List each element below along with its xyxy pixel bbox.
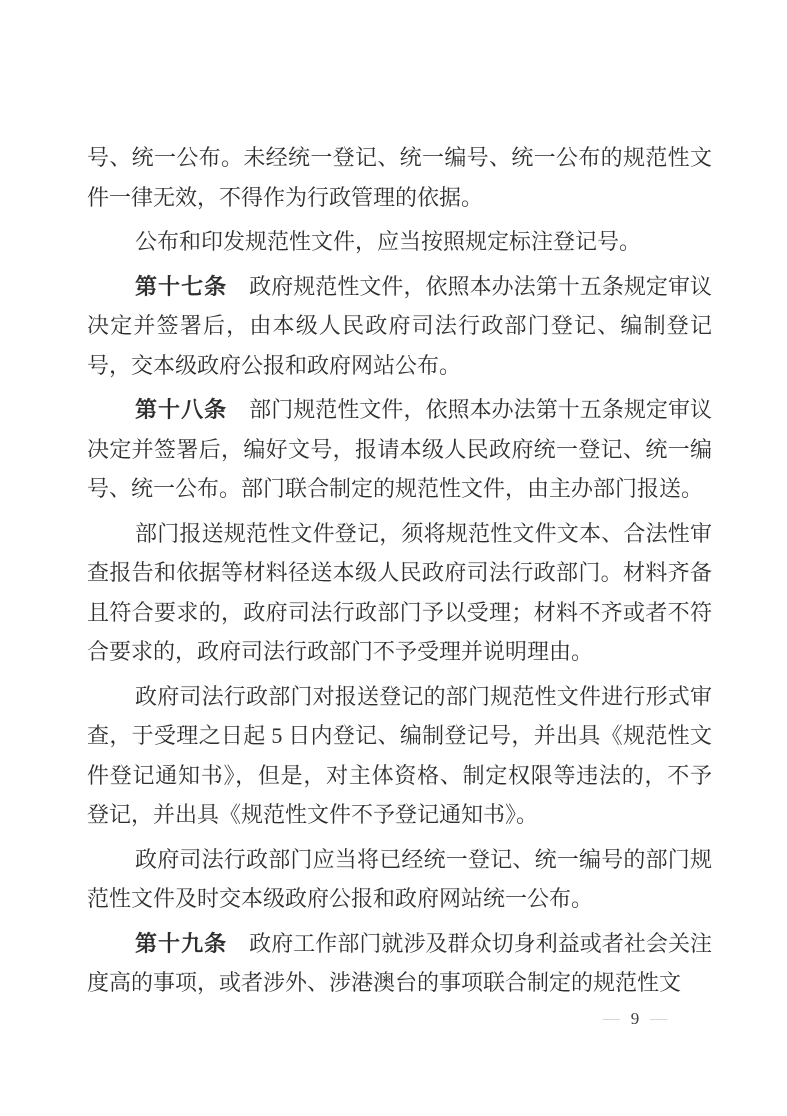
page-footer: [589, 1006, 681, 1030]
paragraph: 第十八条 部门规范性文件，依照本办法第十五条规定审议决定并签署后，编好文号，报请本级人民政府统一登记、统一编号、统一公布。部门联合制定的规范性文件，由主办部门报送。: [87, 397, 712, 501]
paragraph: 第十七条 政府规范性文件，依照本办法第十五条规定审议决定并签署后，由本级人民政府司法行政部门登记、编制登记号，交本级政府公报和政府网站公布。: [87, 273, 712, 378]
article-number: 第十八条: [135, 397, 228, 422]
paragraph: 政府司法行政部门对报送登记的部门规范性文件进行形式审查，于受理之日起 5 日内登记、编制登记号，并出具《规范性文件登记通知书》，但是，对主体资格、制定权限等违法的，不予登记，并出具《规范性文件不予登记通知书》。: [87, 683, 712, 827]
paragraph: 号、统一公布。未经统一登记、统一编号、统一公布的规范性文件一律无效，不得作为行政管理的依据。: [87, 145, 712, 210]
article-number: 第十七条: [135, 273, 228, 299]
footer-dash-right: —: [650, 1010, 668, 1026]
paragraph: 政府司法行政部门应当将已经统一登记、统一编号的部门规范性文件及时交本级政府公报和政府网站统一公布。: [87, 846, 712, 911]
footer-dash-left: —: [602, 1010, 620, 1026]
paragraph: 公布和印发规范性文件，应当按照规定标注登记号。: [135, 229, 642, 254]
article-number: 第十九条: [135, 930, 228, 956]
page-number: 9: [630, 1008, 640, 1028]
paragraph: 第十九条 政府工作部门就涉及群众切身利益或者社会关注度高的事项，或者涉外、涉港澳台的事项联合制定的规范性文: [87, 930, 712, 995]
paragraph: 部门报送规范性文件登记，须将规范性文件文本、合法性审查报告和依据等材料径送本级人民政府司法行政部门。材料齐备且符合要求的，政府司法行政部门予以受理；材料不齐或者不符合要求的，政府司法行政部门不予受理并说明理由。: [87, 520, 712, 664]
document-body: [87, 138, 712, 1008]
